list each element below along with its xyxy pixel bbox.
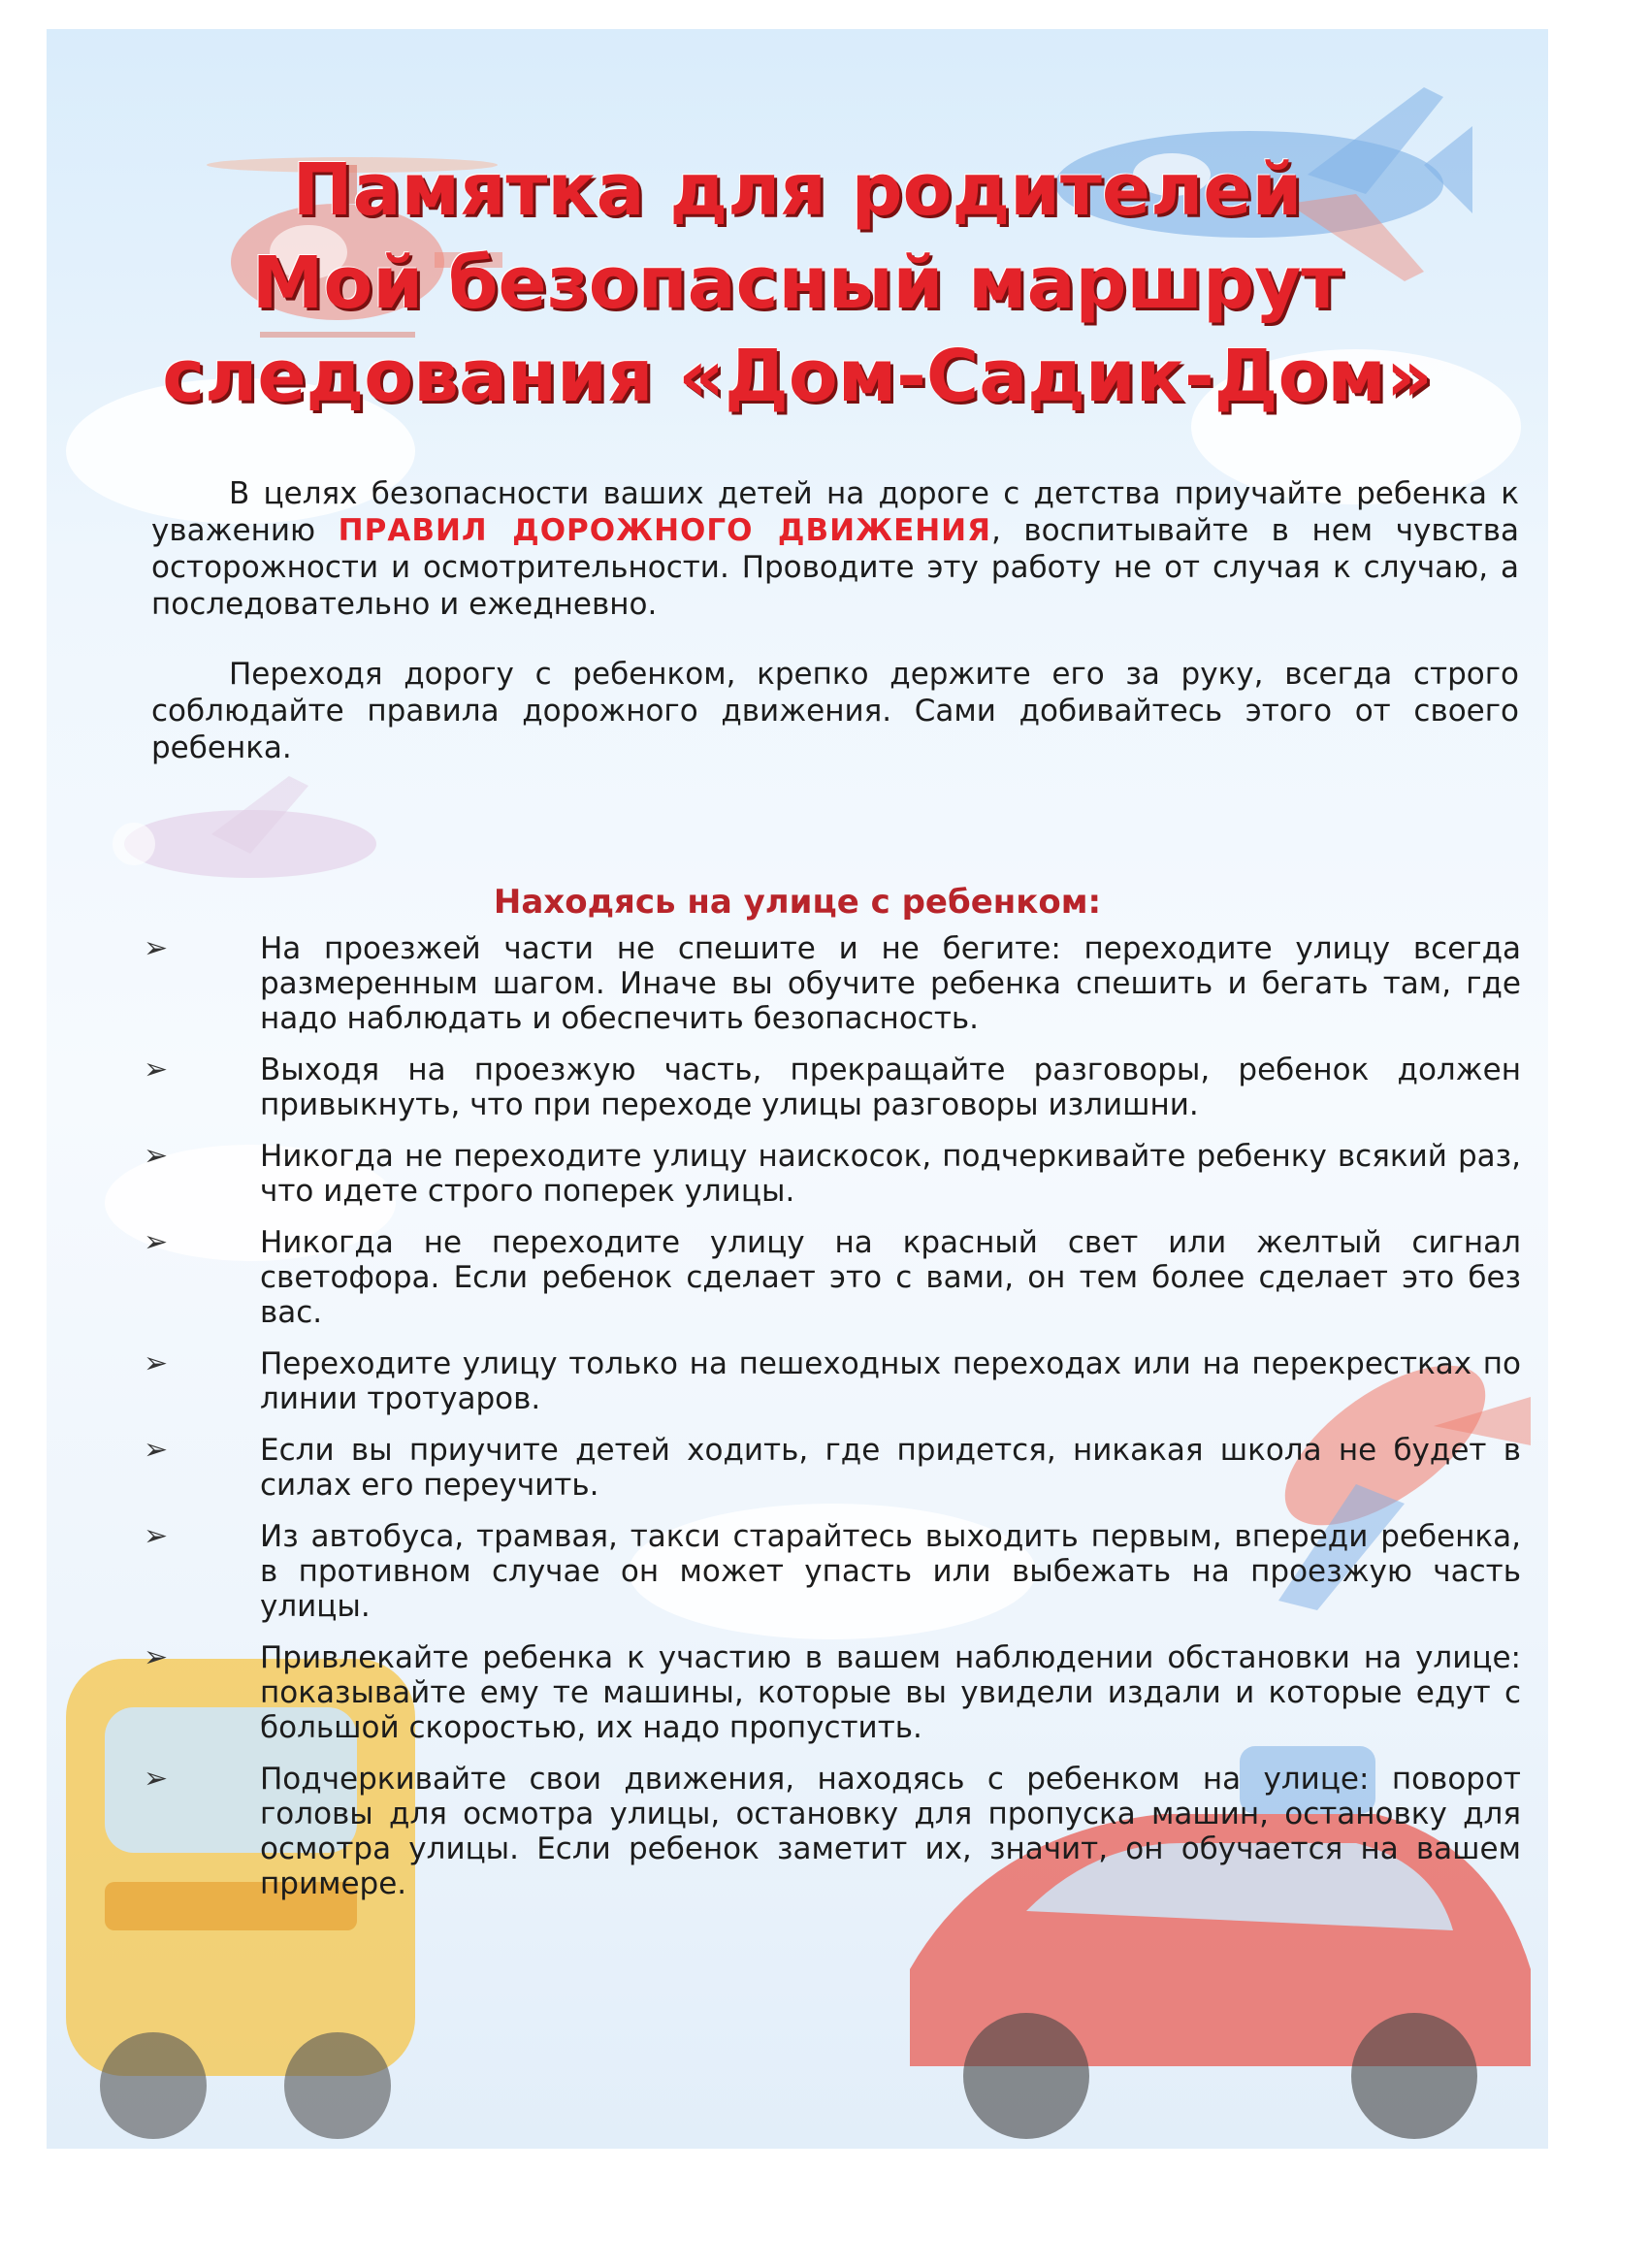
section-heading: Находясь на улице с ребенком:	[493, 883, 1102, 922]
intro-text	[151, 475, 1519, 799]
arrow-bullet-icon: ➢	[144, 1053, 169, 1086]
list-item: ➢ Из автобуса, трамвая, такси старайтесь выходить первым, впереди ребенка, в противном случае он может упасть или выбежать на проезжую часть улицы.	[144, 1519, 1521, 1624]
list-item: ➢ Привлекайте ребенка к участию в вашем наблюдении обстановки на улице: показывайте ему те машины, которые вы увидели издали и которые едут с большой скоростью, их надо пропустить.	[144, 1640, 1521, 1745]
rules-list	[144, 931, 1521, 1918]
arrow-bullet-icon: ➢	[144, 1346, 169, 1380]
leaflet-sheet	[47, 29, 1548, 2149]
arrow-bullet-icon: ➢	[144, 1139, 169, 1173]
list-item: ➢ Если вы приучите детей ходить, где придется, никакая школа не будет в силах его переучить.	[144, 1433, 1521, 1503]
title-line: Мой безопасный маршрут	[251, 242, 1343, 325]
list-item: ➢ Переходите улицу только на пешеходных переходах или на перекрестках по линии тротуаров.	[144, 1346, 1521, 1416]
arrow-bullet-icon: ➢	[144, 1225, 169, 1259]
list-item: ➢ Подчеркивайте свои движения, находясь с ребенком на улице: поворот головы для осмотра улицы, остановку для пропуска машин, остановку для осмотра улицы. Если ребенок заметит их, значит, он обучается на вашем примере.	[144, 1762, 1521, 1901]
traffic-rules-highlight: ПРАВИЛ ДОРОЖНОГО ДВИЖЕНИЯ	[338, 513, 992, 548]
list-item: ➢ Никогда не переходите улицу на красный свет или желтый сигнал светофора. Если ребенок сделает это с вами, он тем более сделает это без вас.	[144, 1225, 1521, 1330]
arrow-bullet-icon: ➢	[144, 1640, 169, 1674]
intro-paragraph: В целях безопасности ваших детей на дороге с детства приучайте ребенка к уважению ПРАВИЛ ДОРОЖНОГО ДВИЖЕНИЯ, воспитывайте в нем чувства осторожности и осмотрительности. Проводите эту работу не от случая к случаю, а последовательно и ежедневно.	[151, 476, 1520, 622]
leaflet-title	[47, 144, 1548, 423]
arrow-bullet-icon: ➢	[144, 931, 169, 965]
title-line: следования «Дом-Садик-Дом»	[162, 335, 1433, 418]
arrow-bullet-icon: ➢	[144, 1762, 169, 1796]
list-item: ➢ Выходя на проезжую часть, прекращайте разговоры, ребенок должен привыкнуть, что при переходе улицы разговоры излишни.	[144, 1053, 1521, 1122]
intro-paragraph: Переходя дорогу с ребенком, крепко держите его за руку, всегда строго соблюдайте правила дорожного движения. Сами добивайтесь этого от своего ребенка.	[151, 657, 1519, 765]
list-item: ➢ Никогда не переходите улицу наискосок, подчеркивайте ребенку всякий раз, что идете строго поперек улицы.	[144, 1139, 1521, 1209]
arrow-bullet-icon: ➢	[144, 1433, 169, 1467]
list-item: ➢ На проезжей части не спешите и не бегите: переходите улицу всегда размеренным шагом. Иначе вы обучите ребенка спешить и бегать там, где надо наблюдать и обеспечить безопасность.	[144, 931, 1521, 1036]
arrow-bullet-icon: ➢	[144, 1519, 169, 1553]
title-line: Памятка для родителей	[292, 148, 1303, 232]
